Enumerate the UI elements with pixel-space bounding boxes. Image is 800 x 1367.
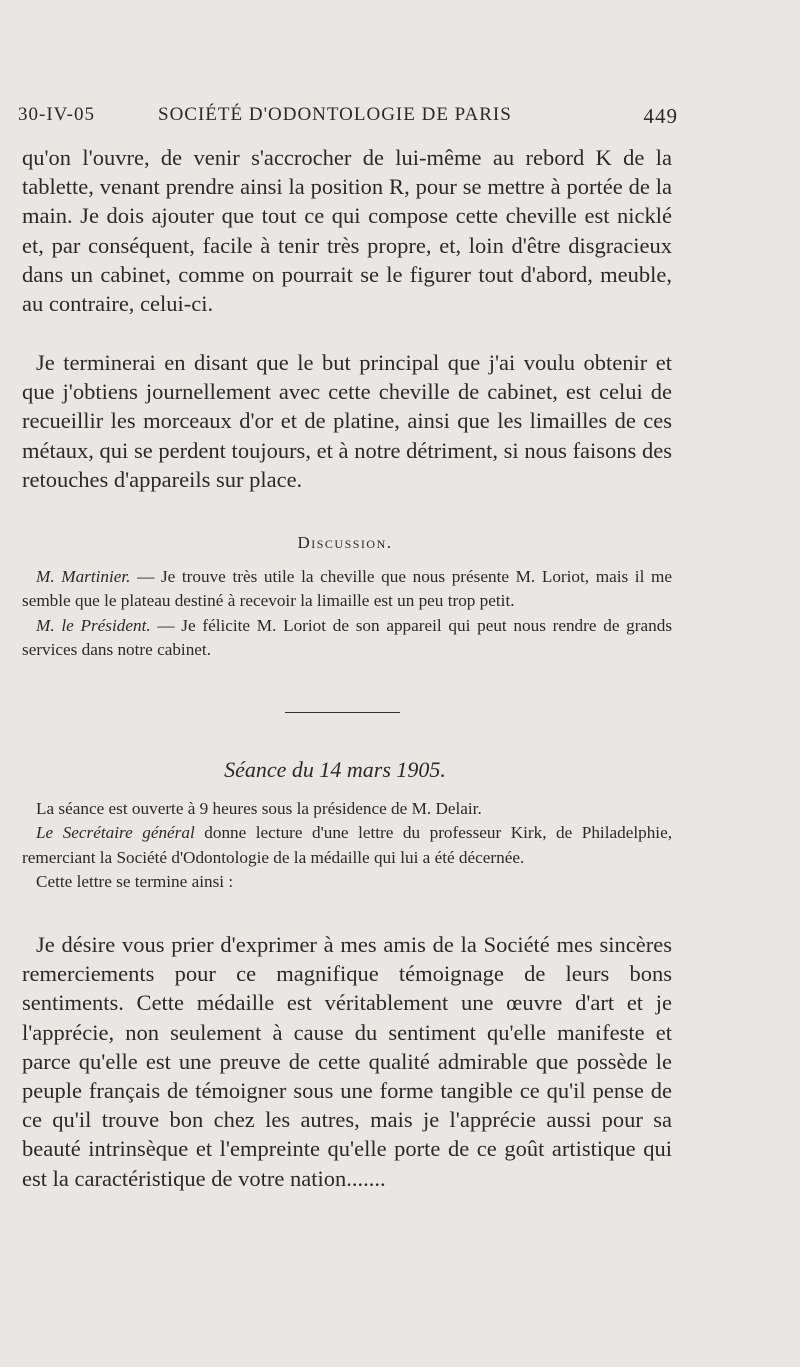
discussion-section [22, 565, 672, 663]
discussion-heading: Discussion. [297, 533, 393, 552]
letter-intro: Cette lettre se termine ainsi : [36, 872, 234, 892]
discussion-text: — Je trouve très utile la cheville que nous présente M. Loriot, mais il me semble que le plateau destiné à recevoir la limaille est un peu trop petit. [22, 567, 672, 611]
paragraph-text: qu'on l'ouvre, de venir s'accrocher de lui-même au rebord K de la tablette, venant prendre ainsi la position R, pour se mettre à portée de la main. Je dois ajouter que tout ce qui compose cette cheville est nicklé et, par conséquent, facile à tenir très propre, et, loin d'être disgracieux dans un cabinet, comme on pourrait se le figurer tout d'abord, meuble, au contraire, celui-ci. [22, 145, 672, 317]
secretary-paragraph [22, 821, 672, 870]
seance-opening: La séance est ouverte à 9 heures sous la présidence de M. Delair. [36, 799, 482, 818]
seance-section [22, 797, 672, 895]
speaker-name: M. Martinier. [36, 567, 131, 586]
page-number: 449 [643, 104, 678, 128]
discussion-entry [22, 614, 672, 663]
header-date: 30-IV-05 [18, 104, 95, 125]
body-paragraph-1 [22, 143, 672, 318]
paragraph-text: Je terminerai en disant que le but principal que j'ai voulu obtenir et que j'obtiens journellement avec cette cheville de cabinet, est celui de recueillir les morceaux d'or et de platine, ainsi que les limailles de ces métaux, qui se perdent toujours, et à notre détriment, si nous faisons des retouches d'appareils sur place. [22, 350, 672, 492]
speaker-name: Le Secrétaire général [36, 823, 195, 843]
secretary-text: donne lecture d'une lettre du professeur Kirk, de Philadelphie, remerciant la Société d'Odontologie de la médaille qui lui a été décernée. [22, 823, 672, 867]
section-divider [285, 712, 400, 713]
discussion-text: — Je félicite M. Loriot de son appareil qui peut nous rendre de grands services dans notre cabinet. [22, 615, 673, 660]
discussion-entry [22, 565, 672, 614]
body-paragraph-2 [22, 348, 672, 494]
letter-quote [22, 930, 672, 1193]
speaker-name: M. le Président. [36, 615, 151, 635]
letter-text: Je désire vous prier d'exprimer à mes amis de la Société mes sincères remerciements pour ce magnifique témoignage de leurs bons sentiments. Cette médaille est véritablement une œuvre d'art et je l'apprécie, non seulement à cause du sentiment qu'elle manifeste et parce qu'elle est une preuve de cette qualité admirable que possède le peuple français de témoigner sous une forme tangible ce qu'il pense de ce qu'il trouve bon chez les autres, mais je l'apprécie aussi pour sa beauté intrinsèque et l'empreinte qu'elle porte de ce goût artistique qui est la caractéristique de votre nation....... [22, 932, 672, 1191]
seance-heading: Séance du 14 mars 1905. [224, 757, 446, 782]
header-society: SOCIÉTÉ D'ODONTOLOGIE DE PARIS [158, 104, 512, 125]
